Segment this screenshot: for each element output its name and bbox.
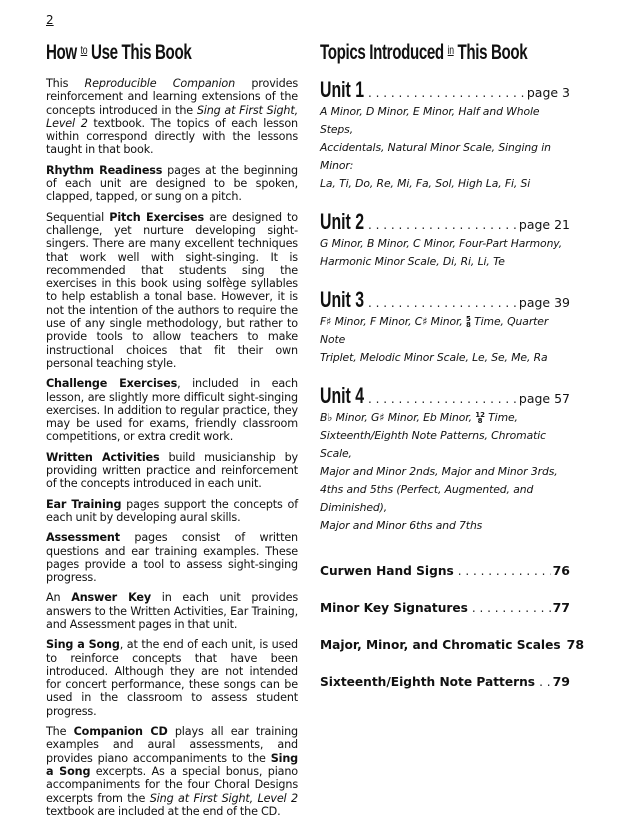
unit-topics: B♭ Minor, G♯ Minor, Eb Minor, 12 8 Time, Sixteenth/Eighth Note Patterns, Chromatic Scale, Major and Minor 2nds, Major and Minor 3rds, 4ths and 5ths (Perfect, Augmented, and Diminished), Major and Minor 6ths and 7ths bbox=[320, 411, 558, 532]
unit-list bbox=[320, 77, 570, 535]
extra-entry bbox=[320, 674, 570, 689]
page-reference: page 57 bbox=[518, 391, 570, 406]
paragraph: Rhythm Readiness pages at the beginning of each unit are designed to be spoken, clapped, tapped, or sung on a pitch. bbox=[46, 163, 298, 204]
page-reference: page 3 bbox=[526, 85, 570, 100]
paragraph: Assessment pages consist of written questions and ear training examples. These pages provide a tool to assess sight-singing progress. bbox=[46, 531, 298, 585]
how-to-use-paragraphs bbox=[46, 77, 298, 818]
paragraph: The Companion CD plays all ear training examples and aural assessments, and provides piano accompaniments to the Sing a Song excerpts. As a special bonus, piano accompaniments for the four Choral Designs excerpts from the Sing at First Sight, Level 2 textbook are included at the end of the CD. bbox=[46, 725, 299, 818]
unit-entry-3 bbox=[320, 287, 570, 367]
dot-leader bbox=[458, 564, 551, 578]
paragraph: This Reproducible Companion provides reinforcement and learning extensions of the concepts introduced in the Sing at First Sight, Level 2 textbook. The topics of each lesson within correspond directly with the lessons taught in that book. bbox=[46, 77, 298, 157]
extra-entry bbox=[320, 600, 570, 615]
how-to-use-section bbox=[46, 38, 298, 825]
unit-title: Unit 3 bbox=[320, 287, 365, 312]
unit-title: Unit 1 bbox=[320, 77, 365, 102]
page-number: 2 bbox=[46, 13, 54, 27]
extra-title: Curwen Hand Signs bbox=[320, 564, 454, 578]
unit-topics: A Minor, D Minor, E Minor, Half and Whole Steps, Accidentals, Natural Minor Scale, Singing in Minor: La, Ti, Do, Re, Mi, Fa, Sol, High La, Fi, Si bbox=[320, 105, 551, 190]
page-reference: 77 bbox=[552, 600, 570, 615]
extra-entry bbox=[320, 563, 570, 578]
page-reference: page 21 bbox=[518, 217, 570, 232]
how-to-use-heading: How $^{to}$ Use This Book bbox=[46, 41, 192, 64]
extras-list bbox=[320, 563, 585, 689]
paragraph: An Answer Key in each unit provides answers to the Written Activities, Ear Training, and Assessment pages in that unit. bbox=[46, 591, 298, 631]
paragraph: Challenge Exercises, included in each lesson, are slightly more difficult sight-singing exercises. In addition to regular practice, they may be used for exams, friendly classroom competitions, or extra credit work. bbox=[46, 377, 298, 444]
paragraph: Ear Training pages support the concepts of each unit by developing aural skills. bbox=[46, 497, 298, 524]
extra-title: Sixteenth/Eighth Note Patterns bbox=[320, 675, 536, 689]
time-signature-12-8-icon: 12 8 bbox=[475, 411, 485, 425]
unit-title: Unit 4 bbox=[320, 383, 365, 408]
unit-topics: G Minor, B Minor, C Minor, Four-Part Harmony, Harmonic Minor Scale, Di, Ri, Li, Te bbox=[320, 237, 563, 268]
extra-entry bbox=[320, 637, 585, 652]
unit-title: Unit 2 bbox=[320, 209, 365, 234]
dot-leader bbox=[368, 218, 517, 232]
unit-entry-1 bbox=[320, 77, 570, 193]
dot-leader bbox=[368, 296, 517, 310]
page-reference: page 39 bbox=[518, 295, 570, 310]
paragraph: Sequential Pitch Exercises are designed to challenge, yet nurture developing sight-singers. There are many excellent techniques that work well with sight-singing. It is recommended that students sing the exercises in this book using solfège syllables to help establish a tonal base. However, it is not the intention of the authors to require the use of any single methodology, but rather to provide tools to allow teachers to make instructional choices that fit their own personal teaching style. bbox=[46, 210, 298, 370]
topics-heading: Topics Introduced $^{in}$ This Book bbox=[320, 41, 528, 64]
page-reference: 79 bbox=[552, 674, 570, 689]
paragraph: Sing a Song, at the end of each unit, is used to reinforce concepts that have been introduced. Although they are not intended for concert performance, these songs can be used in the classroom to assess student progress. bbox=[46, 638, 298, 718]
dot-leader bbox=[368, 392, 517, 406]
time-signature-5-8-icon: 5 8 bbox=[466, 315, 471, 329]
dot-leader bbox=[472, 601, 551, 615]
page-reference: 78 bbox=[566, 637, 585, 652]
dot-leader bbox=[539, 675, 551, 689]
topics-section bbox=[320, 38, 585, 711]
paragraph: Written Activities build musicianship by providing written practice and reinforcement of the concepts introduced in each unit. bbox=[46, 450, 298, 491]
dot-leader bbox=[368, 86, 525, 100]
unit-entry-2 bbox=[320, 209, 570, 271]
extra-title: Major, Minor, and Chromatic Scales bbox=[320, 638, 561, 652]
unit-entry-4 bbox=[320, 383, 570, 535]
unit-topics: F♯ Minor, F Minor, C♯ Minor, 5 8 Time, Quarter Note Triplet, Melodic Minor Scale, Le, Se, Me, Ra bbox=[320, 315, 549, 364]
extra-title: Minor Key Signatures bbox=[320, 601, 468, 615]
page-reference: 76 bbox=[552, 563, 570, 578]
